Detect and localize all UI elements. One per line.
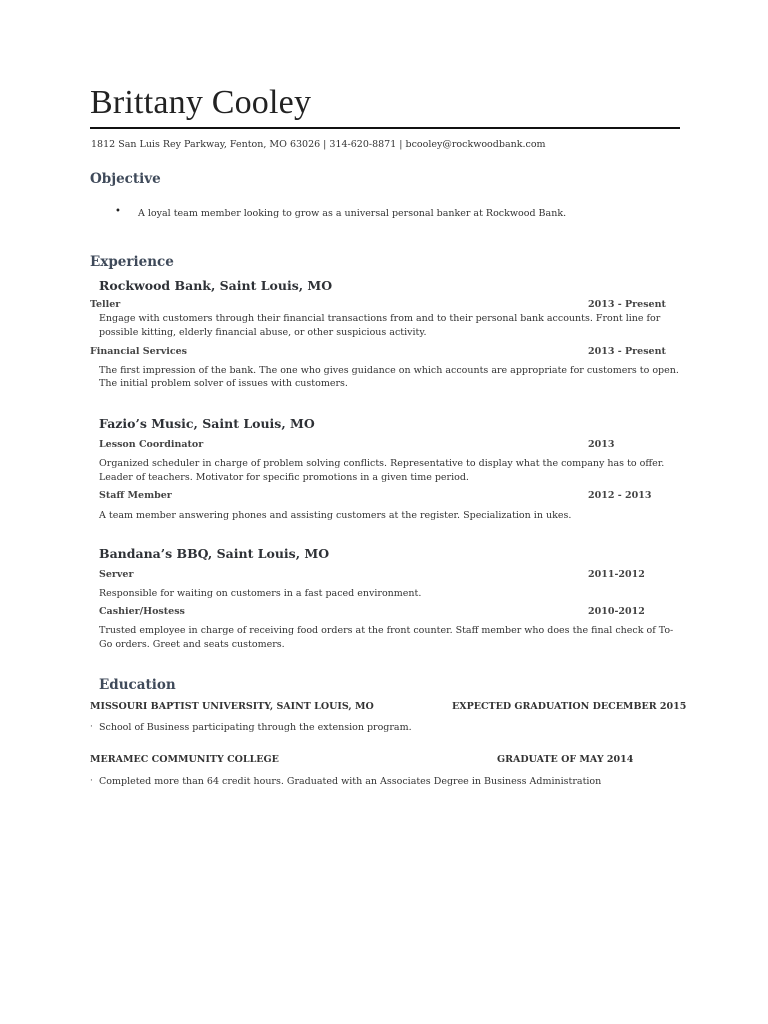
employer-fazios-music: Fazio’s Music, Saint Louis, MO [99,416,315,431]
role-dates: 2011-2012 [588,569,645,580]
role-description-line: A team member answering phones and assisting customers at the register. Specialization in ukes. [99,510,572,521]
education-bullet: · [90,776,93,786]
education-note: School of Business participating through the extension program. [99,722,412,733]
objective-heading: Objective [90,171,161,187]
role-dates: 2010-2012 [588,606,645,617]
role-title: Financial Services [90,346,188,357]
contact-line: 1812 San Luis Rey Parkway, Fenton, MO 63026 | 314-620-8871 | bcooley@rockwoodbank.com [91,139,546,150]
education-school: MISSOURI BAPTIST UNIVERSITY, SAINT LOUIS, MO [90,701,374,712]
role-title: Staff Member [99,490,172,501]
role-description-line: Go orders. Greet and seats customers. [99,639,285,650]
objective-text: A loyal team member looking to grow as a universal personal banker at Rockwood Bank. [138,208,567,219]
education-bullet: · [90,722,93,732]
role-description-line: The initial problem solver of issues with customers. [99,378,348,389]
role-description-line: Responsible for waiting on customers in a fast paced environment. [99,588,422,599]
education-status: EXPECTED GRADUATION DECEMBER 2015 [452,701,687,712]
role-dates: 2013 [588,439,615,450]
role-title: Lesson Coordinator [99,439,204,450]
role-description-line: Engage with customers through their financial transactions from and to their personal bank accounts. Front line for [99,313,661,324]
role-description-line: possible kitting, elderly financial abuse, or other suspicious activity. [99,327,427,338]
role-title: Cashier/Hostess [99,606,185,617]
resume-name: Brittany Cooley [90,84,312,121]
role-description-line: Trusted employee in charge of receiving food orders at the front counter. Staff member who does the final check of To- [99,625,674,636]
role-dates: 2013 - Present [588,299,666,310]
employer-bandanas-bbq: Bandana’s BBQ, Saint Louis, MO [99,546,330,561]
header-divider [90,127,680,129]
employer-rockwood-bank: Rockwood Bank, Saint Louis, MO [99,278,333,293]
role-description-line: The first impression of the bank. The one who gives guidance on which accounts are appropriate for customers to open. [99,365,679,376]
education-school: MERAMEC COMMUNITY COLLEGE [90,754,279,765]
role-description-line: Organized scheduler in charge of problem solving conflicts. Representative to display what the company has to offer. [99,458,665,469]
education-note: Completed more than 64 credit hours. Graduated with an Associates Degree in Business Administration [99,776,602,787]
role-description-line: Leader of teachers. Motivator for specific promotions in a given time period. [99,472,469,483]
education-status: GRADUATE OF MAY 2014 [497,754,634,765]
role-title: Server [99,569,134,580]
experience-heading: Experience [90,254,174,270]
education-heading: Education [99,677,176,693]
objective-bullet: • [115,206,121,217]
role-title: Teller [90,299,121,310]
role-dates: 2013 - Present [588,346,666,357]
role-dates: 2012 - 2013 [588,490,652,501]
